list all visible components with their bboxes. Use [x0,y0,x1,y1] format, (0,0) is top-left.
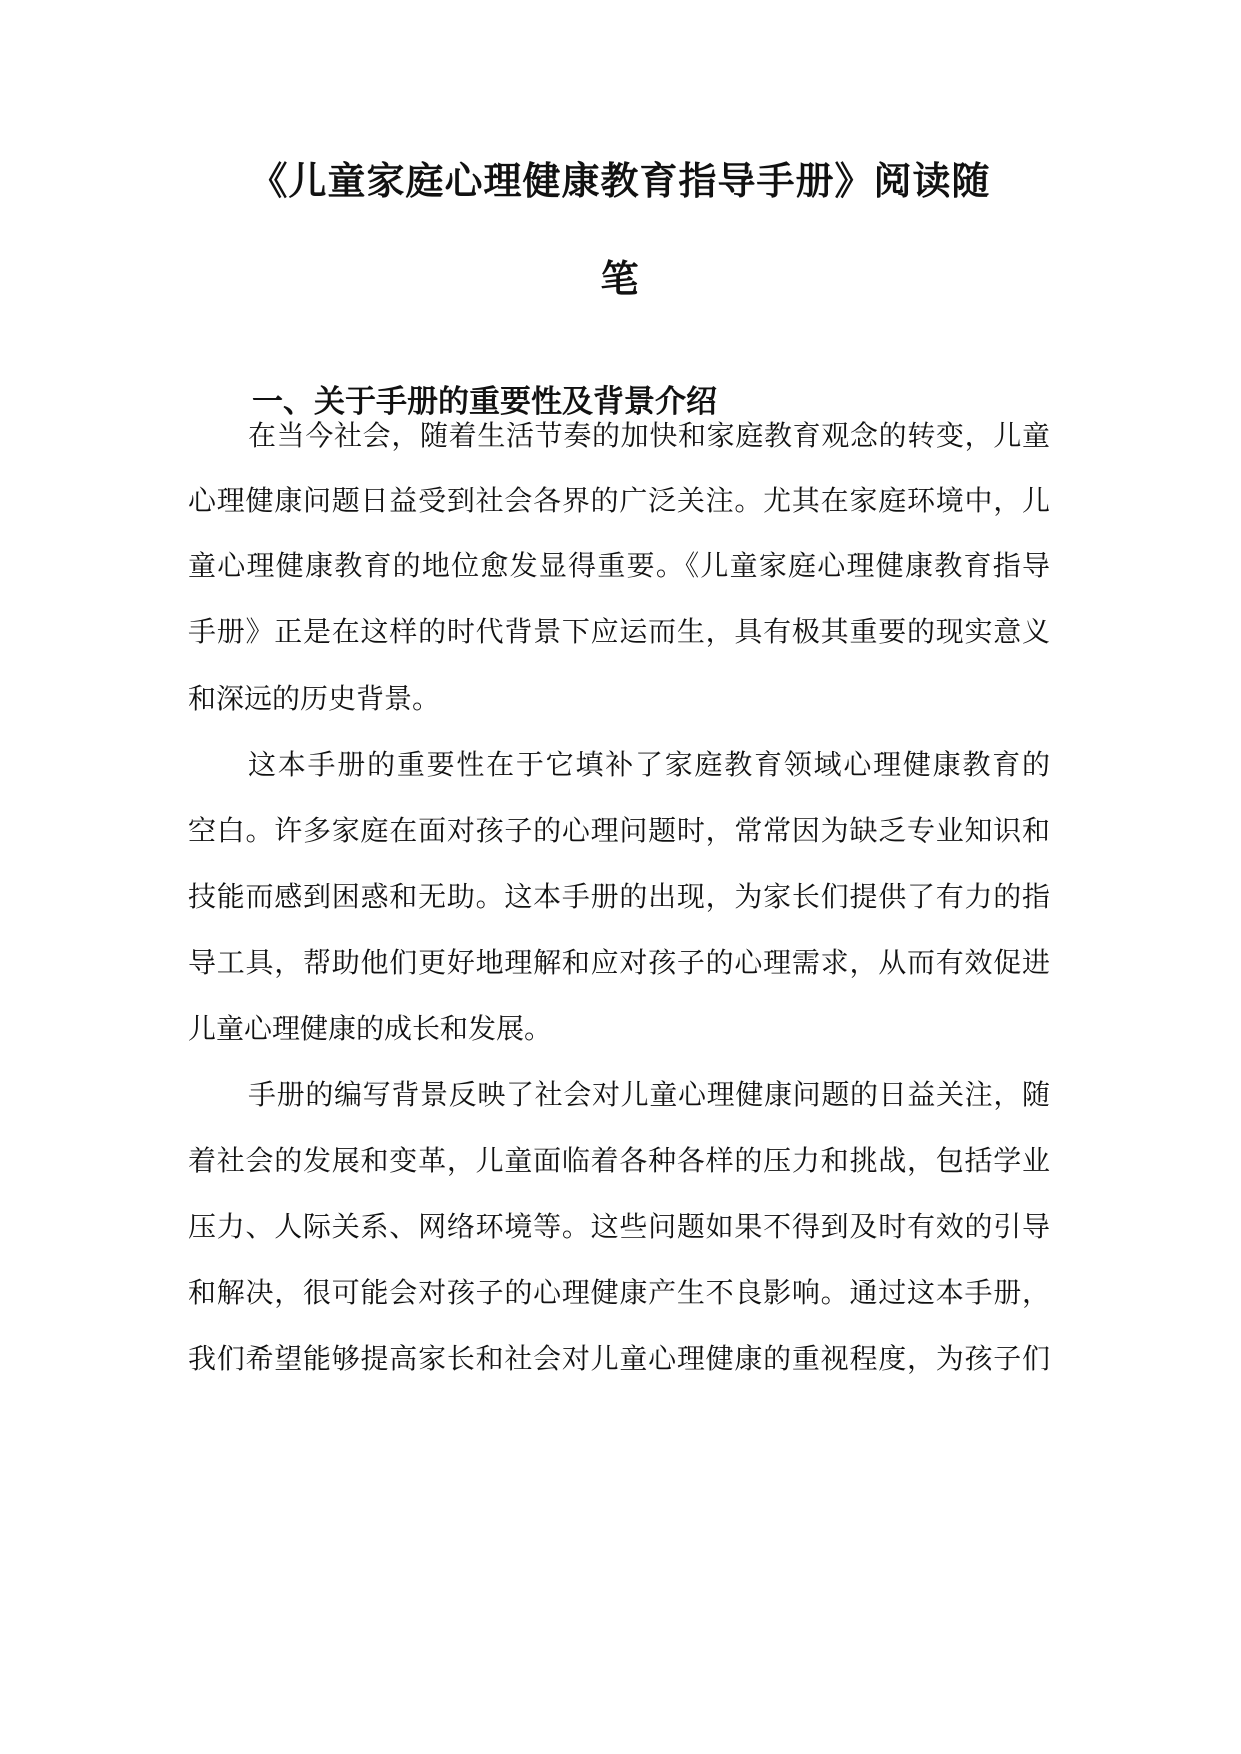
paragraph-line: 儿童心理健康的成长和发展。 [188,1012,553,1045]
paragraph-line: 着社会的发展和变革，儿童面临着各种各样的压力和挑战，包括学业 [188,1144,1050,1177]
paragraph-line: 和深远的历史背景。 [188,682,441,715]
document-title-line-2: 笔 [600,256,640,301]
paragraph-line: 导工具，帮助他们更好地理解和应对孩子的心理需求，从而有效促进 [188,946,1050,979]
document-title-line-1: 《儿童家庭心理健康教育指导手册》阅读随 [249,158,991,203]
paragraph-line: 技能而感到困惑和无助。这本手册的出现，为家长们提供了有力的指 [188,880,1050,913]
paragraph-line: 童心理健康教育的地位愈发显得重要。《儿童家庭心理健康教育指导 [188,549,1050,582]
paragraph-line: 手册》正是在这样的时代背景下应运而生，具有极其重要的现实意义 [188,615,1050,648]
paragraph-line: 压力、人际关系、网络环境等。这些问题如果不得到及时有效的引导 [188,1210,1050,1243]
paragraph-line: 在当今社会，随着生活节奏的加快和家庭教育观念的转变，儿童 [248,419,1050,452]
section-heading: 一、关于手册的重要性及背景介绍 [252,384,717,420]
paragraph-line: 我们希望能够提高家长和社会对儿童心理健康的重视程度，为孩子们 [188,1342,1050,1375]
paragraph-line: 空白。许多家庭在面对孩子的心理问题时，常常因为缺乏专业知识和 [188,814,1050,847]
paragraph-line: 手册的编写背景反映了社会对儿童心理健康问题的日益关注，随 [248,1078,1050,1111]
paragraph-line: 这本手册的重要性在于它填补了家庭教育领域心理健康教育的 [248,748,1050,781]
paragraph-line: 和解决，很可能会对孩子的心理健康产生不良影响。通过这本手册， [188,1276,1050,1309]
paragraph-line: 心理健康问题日益受到社会各界的广泛关注。尤其在家庭环境中，儿 [188,484,1050,517]
